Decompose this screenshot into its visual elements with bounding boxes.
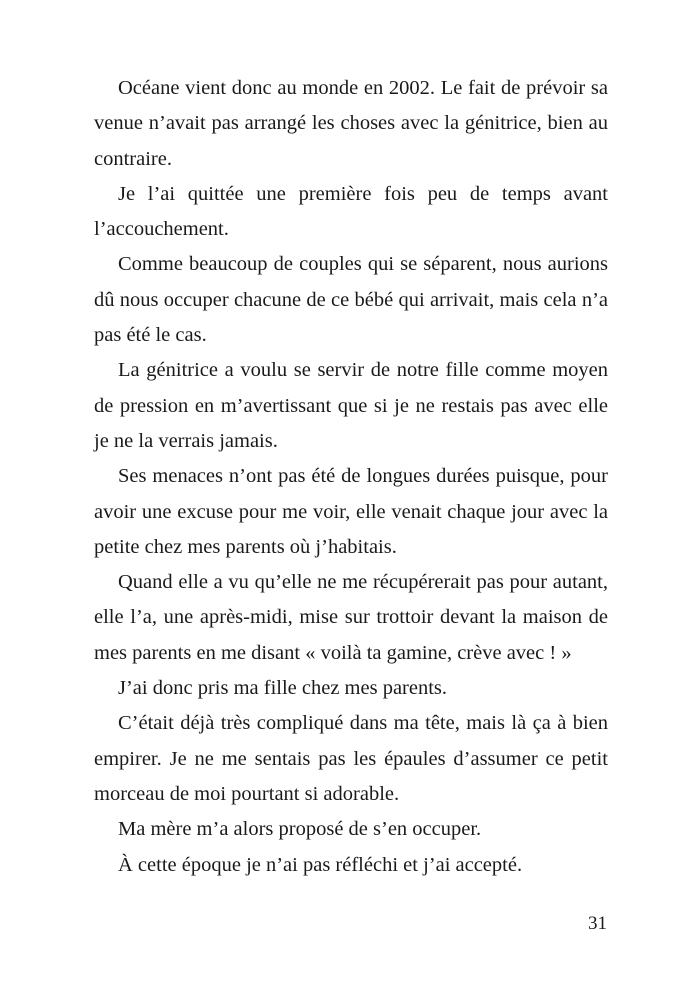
paragraph: Ma mère m’a alors proposé de s’en occuper. [118,818,482,841]
page-number: 31 [588,913,607,934]
paragraph: Océane vient donc au monde en 2002. Le fait de prévoir sa venue n’avait pas arrangé les choses avec la génitrice, bien au contraire. [94,77,608,170]
paragraph: Ses menaces n’ont pas été de longues durées puisque, pour avoir une excuse pour me voir, elle venait chaque jour avec la petite chez mes parents où j’habitais. [94,465,608,558]
body-text [94,71,608,883]
paragraph: Quand elle a vu qu’elle ne me récupérerait pas pour autant, elle l’a, une après-midi, mise sur trottoir devant la maison de mes parents en me disant « voilà ta gamine, crève avec ! » [94,571,608,664]
paragraph: Je l’ai quittée une première fois peu de temps avant l’accouchement. [94,182,608,241]
paragraph: La génitrice a voulu se servir de notre fille comme moyen de pression en m’avertissant que si je ne restais pas avec elle je ne la verrais jamais. [94,359,608,452]
paragraph: C’était déjà très compliqué dans ma tête, mais là ça à bien empirer. Je ne me sentais pas les épaules d’assumer ce petit morceau de moi pourtant si adorable. [94,712,608,805]
paragraph: À cette époque je n’ai pas réfléchi et j’ai accepté. [118,853,523,876]
paragraph: Comme beaucoup de couples qui se séparent, nous aurions dû nous occuper chacune de ce bébé qui arrivait, mais cela n’a pas été le cas. [94,253,608,347]
paragraph: J’ai donc pris ma fille chez mes parents. [118,677,448,700]
